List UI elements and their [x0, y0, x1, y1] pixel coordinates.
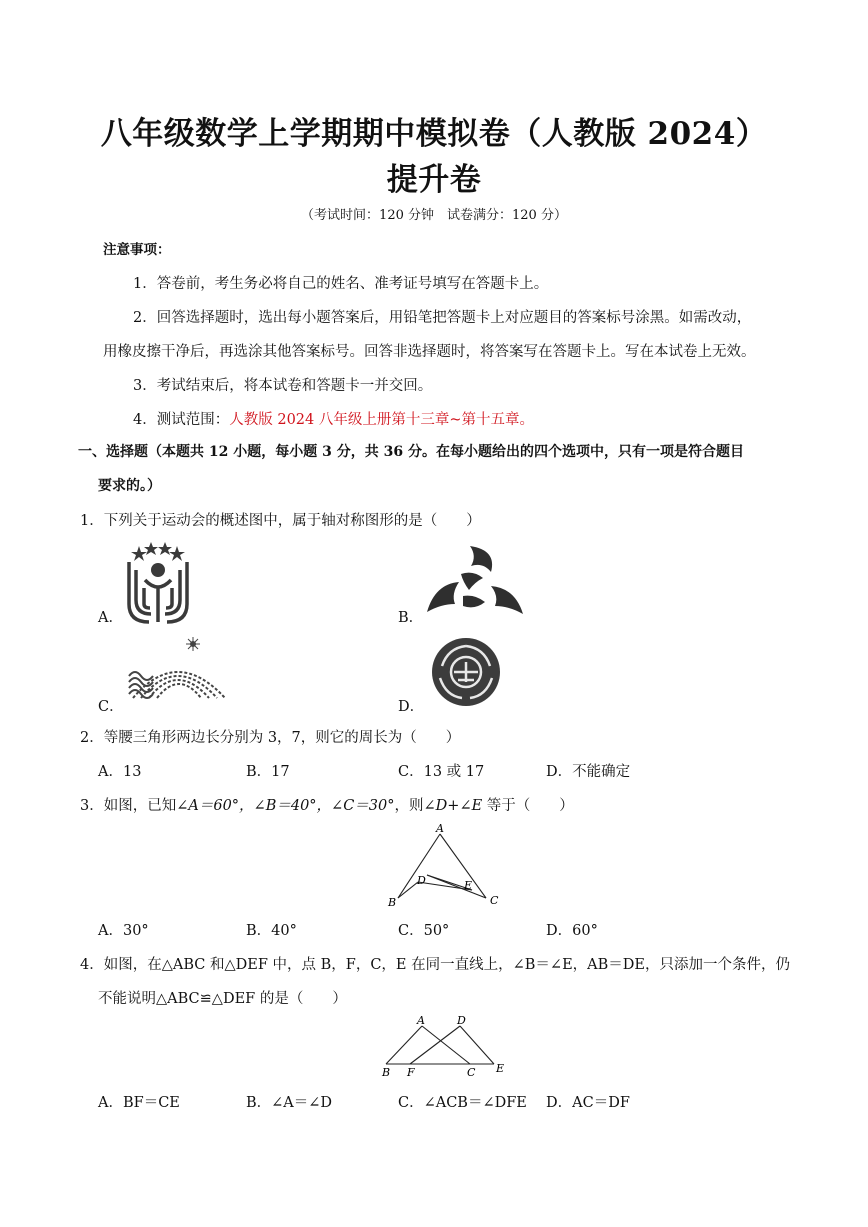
q3-label-e: E — [464, 879, 473, 892]
q3-stem-angles: ∠A＝60°，∠B＝40°，∠C＝30° — [176, 798, 395, 814]
note-item-4-prefix: 4．测试范围： — [133, 412, 230, 428]
note-item-4 — [133, 408, 534, 429]
q4-option-a: A．BF＝CE — [98, 1095, 180, 1111]
q4-label-f: F — [407, 1066, 415, 1079]
note-item-2-line2: 用橡皮擦干净后，再选涂其他答案标号。回答非选择题时，将答案写在答题卡上。写在本试卷上无效。 — [103, 344, 756, 360]
q3-label-a: A — [436, 822, 444, 835]
q1-option-a: A． — [98, 610, 123, 626]
q3-label-b: B — [388, 896, 397, 909]
q2-option-b: B．17 — [246, 764, 290, 780]
q4-option-b: B．∠A＝∠D — [246, 1095, 333, 1111]
q3-stem-post: 等于（ ） — [482, 798, 574, 814]
logo-a-icon — [123, 542, 193, 624]
q4-triangles-figure — [378, 1012, 510, 1080]
q4-label-c: C — [467, 1066, 476, 1079]
q3-option-a: A．30° — [98, 923, 149, 939]
section1-heading-line2: 要求的。） — [98, 478, 161, 494]
logo-c-icon — [125, 636, 229, 700]
q3-stem — [80, 794, 574, 815]
q1-stem: 1．下列关于运动会的概述图中，属于轴对称图形的是（ ） — [80, 513, 481, 529]
q3-stem-mid: ，则 — [394, 798, 424, 814]
page-subtitle: 提升卷 — [386, 162, 482, 198]
q4-option-c: C．∠ACB＝∠DFE — [398, 1095, 527, 1111]
q1-option-b: B． — [398, 610, 424, 626]
q4-stem-line1: 4．如图，在△ABC 和△DEF 中，点 B，F，C，E 在同一直线上，∠B＝∠E，AB＝DE，只添加一个条件，仍 — [80, 957, 790, 973]
q3-stem-sum: ∠D+∠E — [423, 798, 483, 814]
note-item-3: 3．考试结束后，将本试卷和答题卡一并交回。 — [133, 378, 433, 394]
notes-heading: 注意事项： — [103, 242, 171, 258]
note-item-2-line1: 2．回答选择题时，选出每小题答案后，用铅笔把答题卡上对应题目的答案标号涂黑。如需改动， — [133, 310, 752, 326]
q2-option-d: D．不能确定 — [546, 764, 631, 780]
q3-option-c: C．50° — [398, 923, 450, 939]
q4-stem-line2: 不能说明△ABC≌△DEF 的是（ ） — [98, 991, 347, 1007]
q4-label-a: A — [417, 1014, 425, 1027]
q2-option-c: C．13 或 17 — [398, 764, 485, 780]
q2-stem: 2．等腰三角形两边长分别为 3，7，则它的周长为（ ） — [80, 730, 461, 746]
q4-label-d: D — [457, 1014, 466, 1027]
section1-heading-line1: 一、选择题（本题共 12 小题，每小题 3 分，共 36 分。在每小题给出的四个选项中，只有一项是符合题目 — [78, 444, 744, 460]
q4-label-b: B — [382, 1066, 391, 1079]
q3-option-d: D．60° — [546, 923, 598, 939]
q3-label-d: D — [417, 874, 426, 887]
q3-triangle-figure — [384, 820, 504, 912]
exam-info: （考试时间：120 分钟 试卷满分：120 分） — [301, 208, 567, 223]
note-item-1: 1．答卷前，考生务必将自己的姓名、准考证号填写在答题卡上。 — [133, 276, 549, 292]
q1-option-d: D． — [398, 699, 425, 715]
q1-option-c: C． — [98, 699, 124, 715]
logo-d-icon — [428, 636, 504, 708]
test-scope: 人教版 2024 八年级上册第十三章~第十五章。 — [229, 412, 535, 428]
q3-label-c: C — [490, 894, 499, 907]
q4-option-d: D．AC＝DF — [546, 1095, 630, 1111]
q4-label-e: E — [496, 1062, 505, 1075]
q2-option-a: A．13 — [98, 764, 142, 780]
logo-b-icon — [425, 544, 525, 618]
q3-option-b: B．40° — [246, 923, 297, 939]
page-title: 八年级数学上学期期中模拟卷（人教版 2024） — [100, 116, 768, 152]
q3-stem-pre: 3．如图，已知 — [80, 798, 177, 814]
